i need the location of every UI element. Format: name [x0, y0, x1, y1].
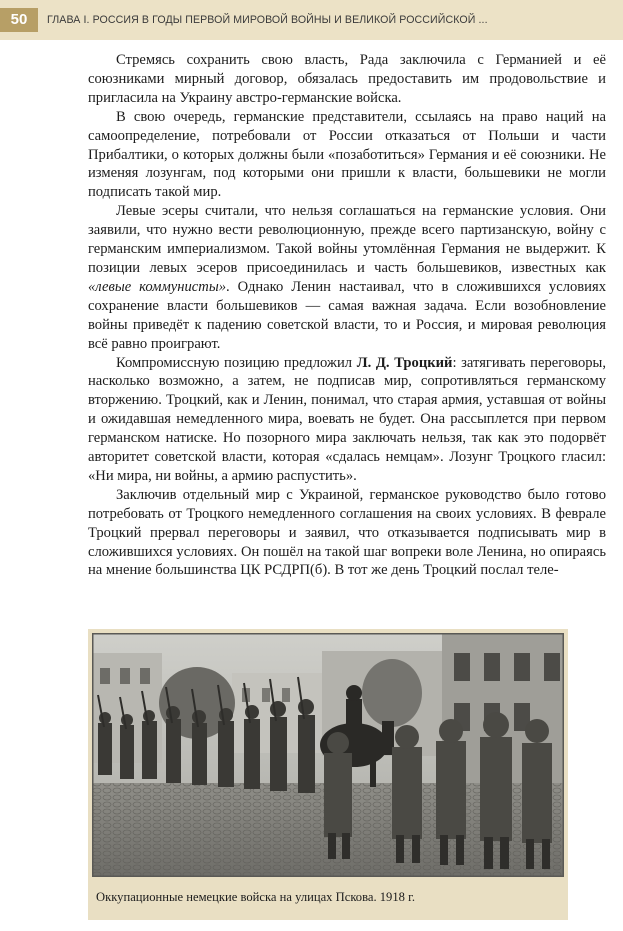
- paragraph-2: В свою очередь, германские представители, ссылаясь на право наций на самоопределение, потребовали от России отказаться от Польши и части Прибалтики, о которых должны были «позаботиться» Германия и её союзники. Не изменяя лозунгам, под которыми они пришли к власти, большевики не могли подписать такой мир.: [88, 108, 606, 201]
- paragraph-1: Стремясь сохранить свою власть, Рада заключила с Германией и её союзниками мирный договор, обязалась предоставить им продовольствие и пригласила на Украину австро-германские войска.: [88, 52, 606, 106]
- paragraph-3-text-b: . Однако Ленин настаивал, что в сложившихся условиях сохранение власти большевиков — самая важная задача. Если возобновление войны приведёт к падению советской власти, то и Россия, и мировая революция всё равно проиграют.: [88, 278, 606, 352]
- main-text: [88, 51, 606, 580]
- photo-troops-pskov: [92, 633, 564, 877]
- paragraph-4: [88, 354, 606, 486]
- paragraph-4-text-a: Компромиссную позицию предложил: [116, 354, 357, 371]
- figure-caption: Оккупационные немецкие войска на улицах Пскова. 1918 г.: [96, 890, 415, 904]
- page-number: 50: [0, 8, 38, 32]
- figure: [88, 629, 568, 920]
- term-left-communists: «левые коммунисты»: [88, 278, 227, 295]
- paragraph-3-text-a: Левые эсеры считали, что нельзя соглашаться на германские условия. Они заявили, что нужно вести революционную, прежде всего партизанскую, войну с германским империализмом. Такой войны утомлённая Германия не выдержит. К позиции левых эсеров присоединилась и часть большевиков, известных как: [88, 203, 606, 276]
- page-header: [0, 0, 623, 40]
- paragraph-5: Заключив отдельный мир с Украиной, германское руководство было готово потребовать от Троцкого немедленного соглашения на своих условиях. В феврале Троцкий прервал переговоры и заявил, что отказывается подписывать мир в сложившихся условиях. Он пошёл на такой шаг вопреки воле Ленина, но опираясь на мнение большинства ЦК РСДРП(б). В тот же день Троцкий послал теле-: [88, 486, 606, 579]
- paragraph-4-text-b: : затягивать переговоры, насколько возможно, а затем, не подписав мир, сопротивляться германскому вторжению. Троцкий, как и Ленин, понимал, что старая армия, уставшая от войны и ожидавшая немедленного мира, воевать не будет. Она рассыплется при первом германском натиске. Но позорного мира заключать нельзя, так как это подорвёт авторитет советской власти, которая «сдалась немцам». Лозунг Троцкого гласил: «Ни мира, ни войны, а армию распустить».: [88, 354, 606, 484]
- chapter-title: ГЛАВА I. РОССИЯ В ГОДЫ ПЕРВОЙ МИРОВОЙ ВОЙНЫ И ВЕЛИКОЙ РОССИЙСКОЙ ...: [47, 14, 488, 26]
- paragraph-3: [88, 202, 606, 353]
- name-trotsky: Л. Д. Троцкий: [356, 354, 453, 371]
